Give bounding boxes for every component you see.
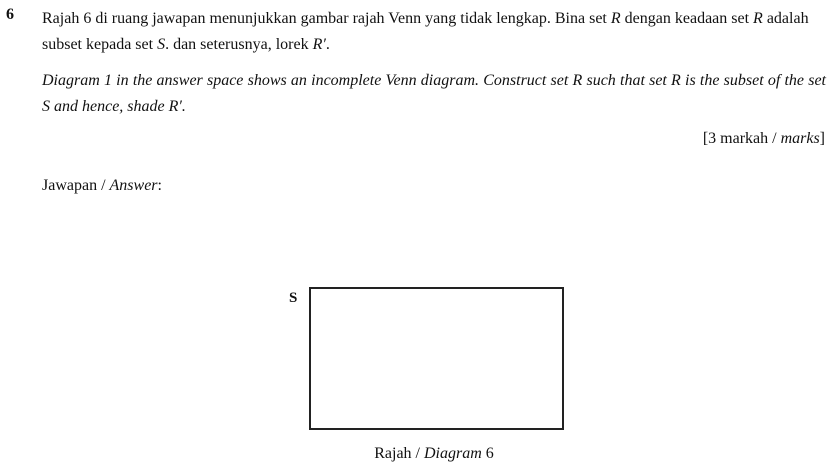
malay-part-4: . dan seterusnya, lorek xyxy=(165,36,313,53)
malay-set-r-2: R xyxy=(753,10,763,27)
marks-label xyxy=(703,130,825,148)
malay-set-r: R xyxy=(610,10,621,27)
malay-set-s: S xyxy=(157,36,166,53)
caption-en: Diagram xyxy=(423,445,482,462)
question-text-english xyxy=(42,68,826,120)
answer-label xyxy=(42,177,162,195)
answer-label-ms: Jawapan / xyxy=(42,177,110,194)
english-complement: R′ xyxy=(168,98,182,115)
universal-set-label: S xyxy=(289,290,298,306)
answer-label-en: Answer xyxy=(109,177,158,194)
answer-colon: : xyxy=(157,177,162,194)
caption-ms: Rajah / xyxy=(374,445,424,462)
malay-part-5: . xyxy=(325,36,330,53)
english-text: Diagram 1 in the answer space shows an incomplete Venn diagram. Construct set R such that set R is the subset of the set S and hence, shade xyxy=(42,72,826,115)
marks-close: ] xyxy=(819,130,825,147)
caption-number: 6 xyxy=(481,445,494,462)
malay-complement: R′ xyxy=(312,36,326,53)
question-number: 6 xyxy=(6,6,14,23)
malay-part-1: Rajah 6 di ruang jawapan menunjukkan gambar rajah Venn yang tidak lengkap. Bina set xyxy=(42,10,611,27)
marks-open: [3 markah / xyxy=(702,130,781,147)
malay-part-2: dengan keadaan set xyxy=(620,10,754,27)
question-text-malay xyxy=(42,6,822,58)
malay-part-3: adalah subset kepada set xyxy=(42,10,809,53)
marks-word: marks xyxy=(780,130,820,147)
venn-diagram-box[interactable] xyxy=(309,287,564,430)
diagram-caption xyxy=(0,445,831,463)
english-end: . xyxy=(181,98,186,115)
